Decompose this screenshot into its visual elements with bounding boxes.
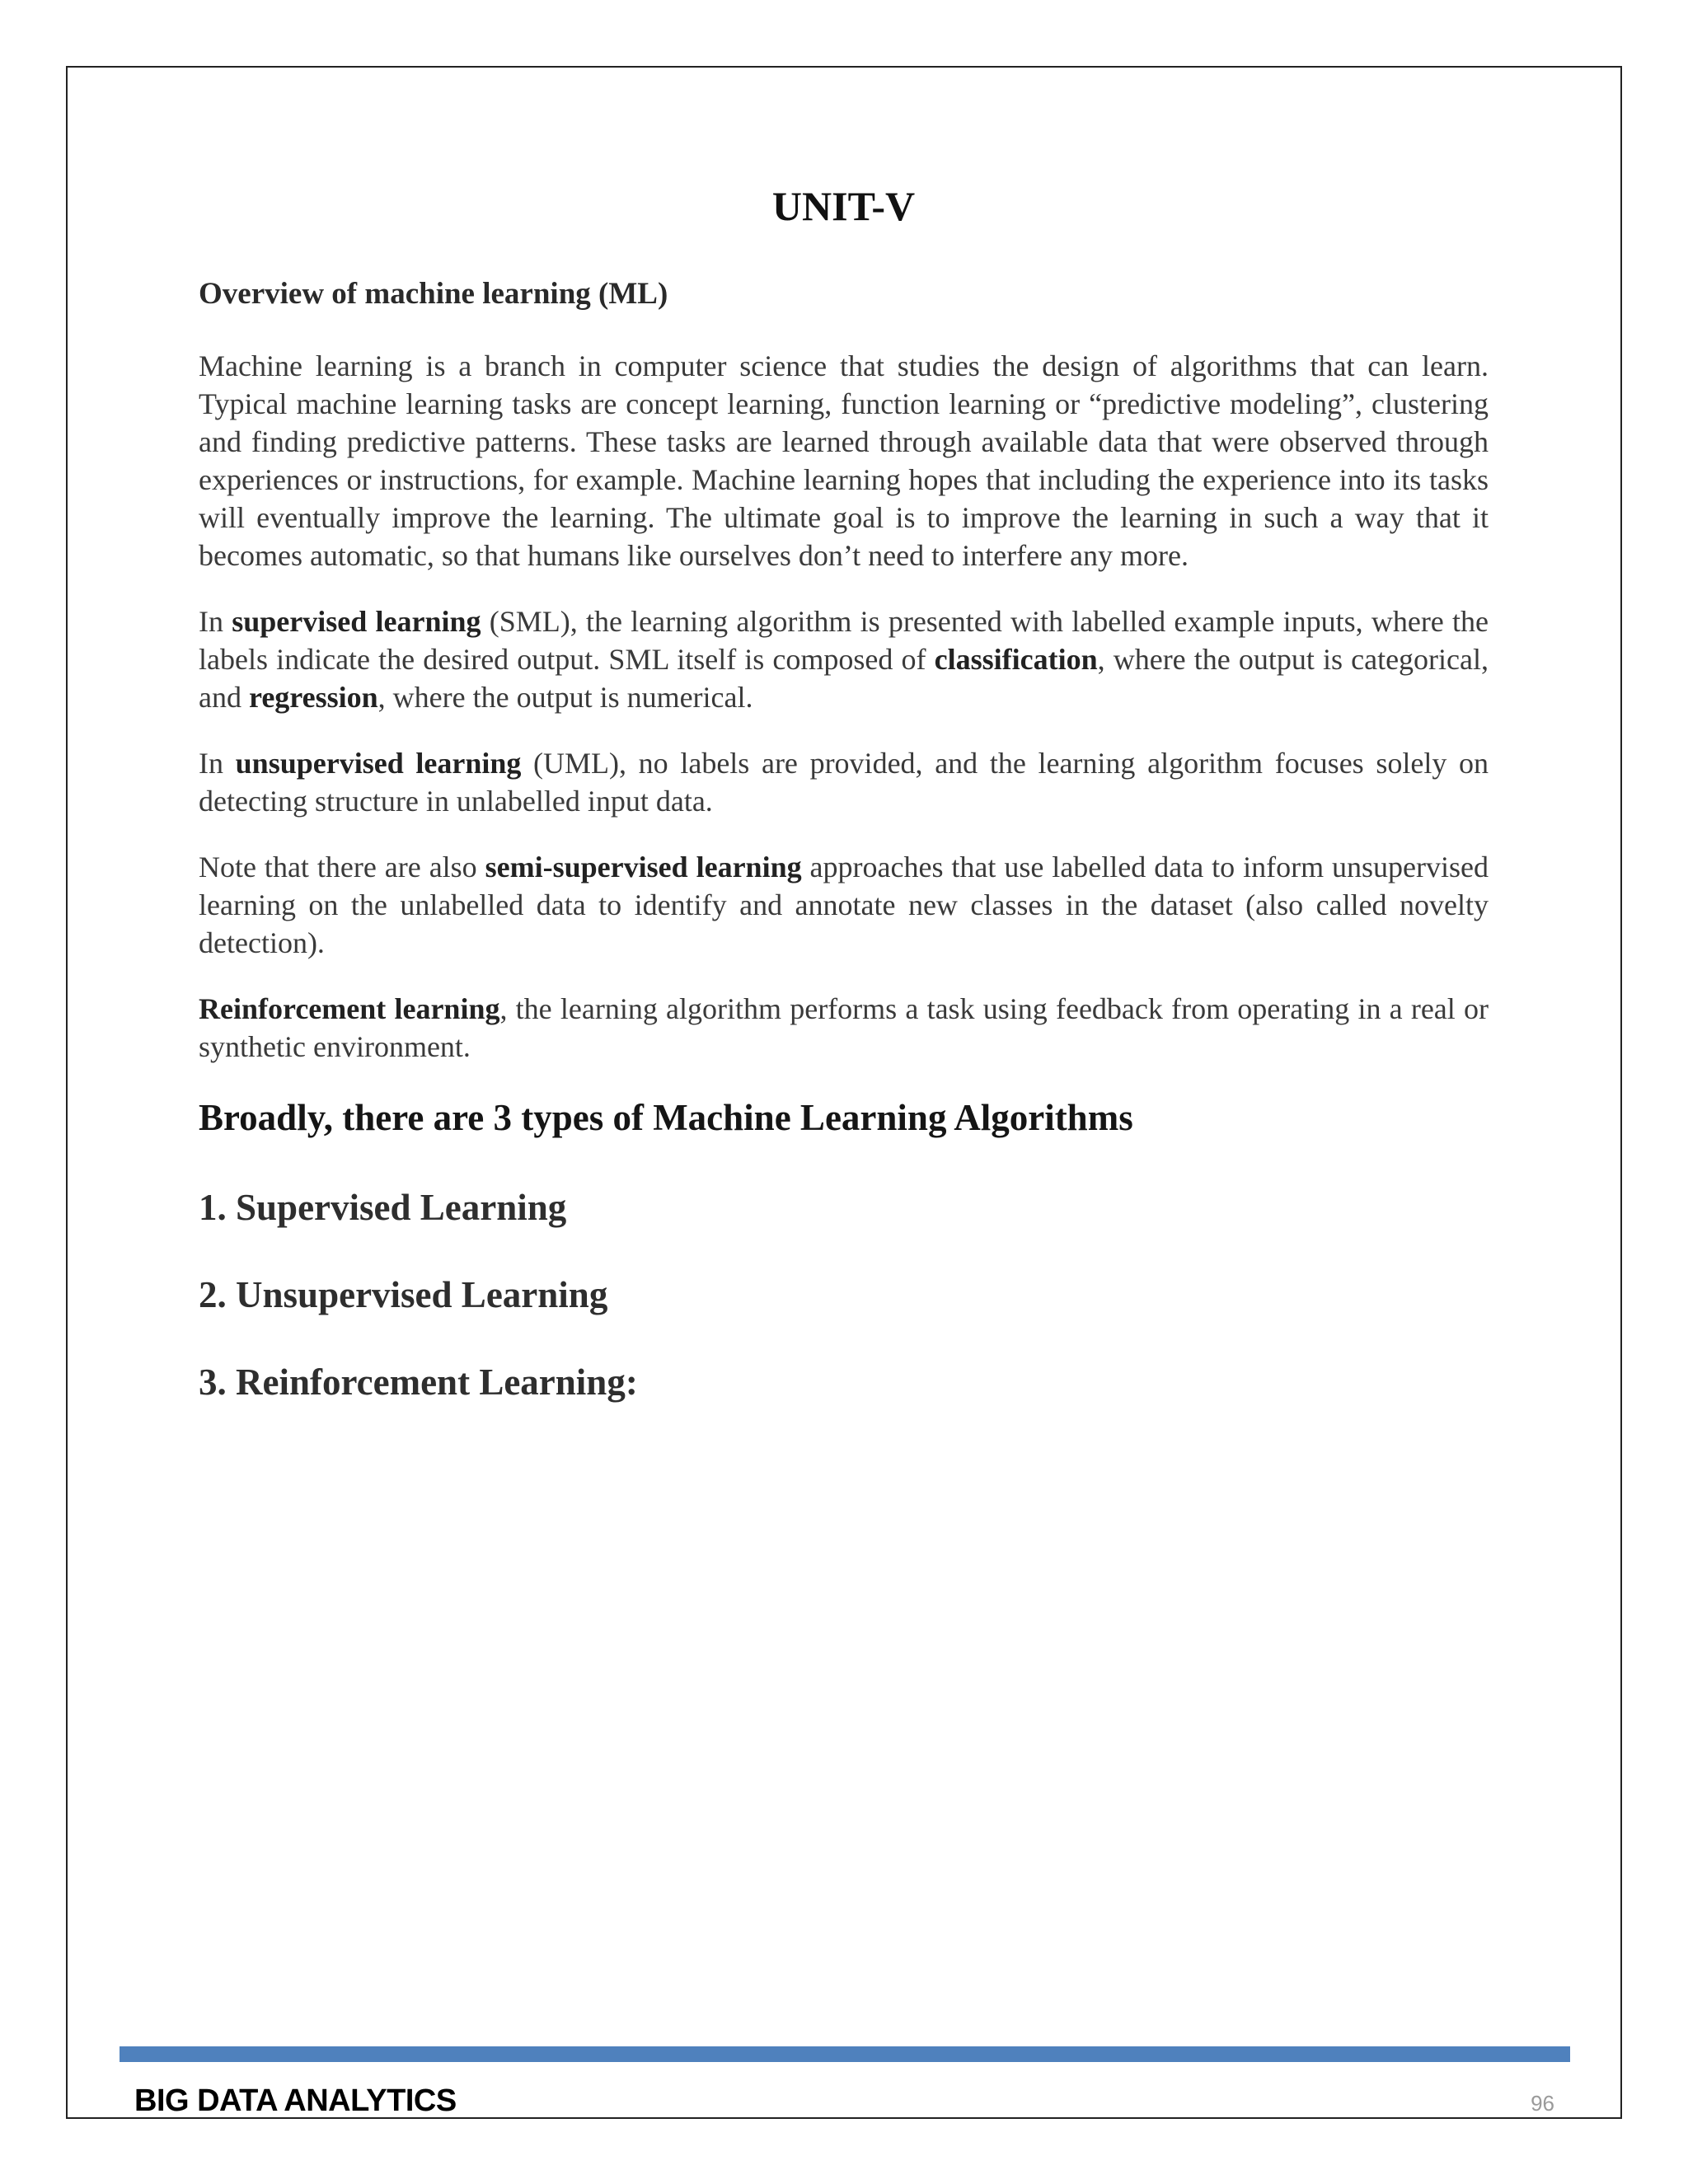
term-regression: regression — [248, 681, 378, 715]
section-heading: Overview of machine learning (ML) — [199, 277, 668, 311]
types-heading: Broadly, there are 3 types of Machine Learning Algorithms — [199, 1097, 1133, 1139]
page-number: 96 — [1531, 2091, 1554, 2116]
footer-rule — [120, 2046, 1570, 2062]
unit-title: UNIT-V — [771, 183, 916, 229]
text-run: (UML), no labels are provided, and the learning algorithm focuses solely on detecting structure in unlabelled input data. — [199, 747, 1489, 818]
type-item-reinforcement: 3. Reinforcement Learning: — [199, 1361, 638, 1404]
text-run: , the learning algorithm performs a task using feedback from operating in a real or synthetic environment. — [199, 992, 1489, 1064]
text-run: Note that there are also — [199, 851, 485, 884]
page-content — [199, 181, 1489, 1447]
text-run: approaches that use labelled data to inform unsupervised learning on the unlabelled data to identify and annotate new classes in the dataset (also called novelty detection). — [199, 851, 1489, 960]
term-reinforcement-learning: Reinforcement learning — [199, 992, 500, 1026]
term-supervised-learning: supervised learning — [232, 605, 481, 639]
term-classification: classification — [934, 643, 1098, 677]
reinforcement-paragraph — [199, 990, 1489, 1066]
type-item-supervised: 1. Supervised Learning — [199, 1187, 567, 1229]
text-run: (SML), the learning algorithm is presented with labelled example inputs, where the labels indicate the desired output. SML itself is composed of — [199, 605, 1489, 677]
term-unsupervised-learning: unsupervised learning — [235, 747, 522, 780]
text-run: , where the output is categorical, and — [199, 643, 1489, 715]
unsupervised-paragraph — [199, 744, 1489, 820]
text-run: , where the output is numerical. — [377, 681, 753, 715]
semi-supervised-paragraph — [199, 848, 1489, 962]
text-run: In — [199, 747, 236, 780]
term-semi-supervised-learning: semi-supervised learning — [485, 851, 802, 884]
type-item-unsupervised: 2. Unsupervised Learning — [199, 1274, 608, 1316]
supervised-paragraph — [199, 602, 1489, 716]
text-run: In — [199, 605, 232, 639]
intro-paragraph: Machine learning is a branch in computer science that studies the design of algorithms that can learn. Typical machine learning tasks are concept learning, function learning or “predictive modeling”, clustering and finding predictive patterns. These tasks are learned through available data that were observed through experiences or instructions, for example. Machine learning hopes that including the experience into its tasks will eventually improve the learning. The ultimate goal is to improve the learning in such a way that it becomes automatic, so that humans like ourselves don’t need to interfere any more. — [199, 349, 1489, 573]
footer-title: BIG DATA ANALYTICS — [134, 2083, 457, 2118]
